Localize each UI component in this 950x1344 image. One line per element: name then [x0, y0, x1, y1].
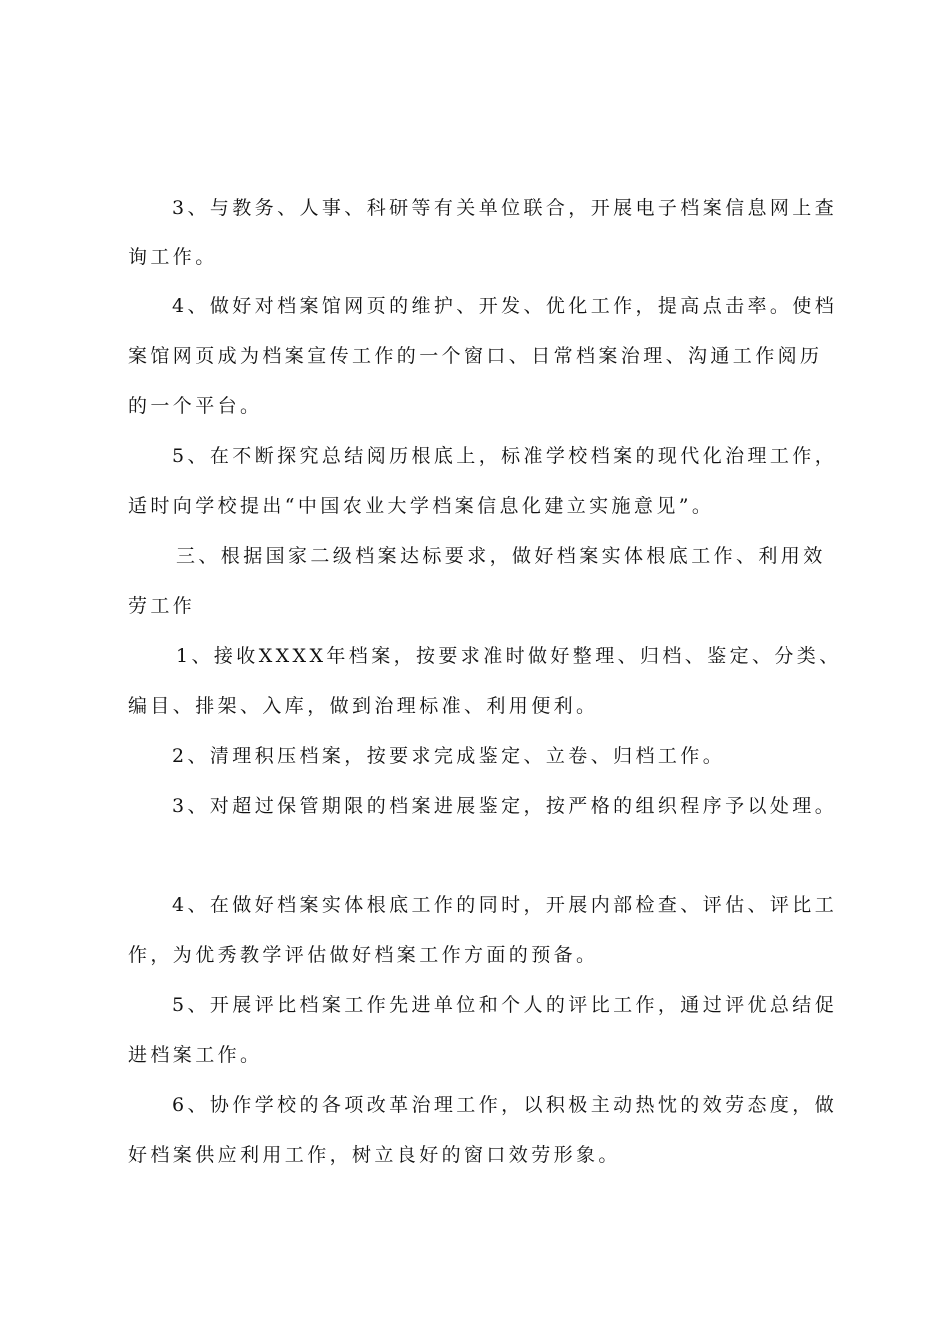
paragraph-3-line-1: 5、在不断探究总结阅历根底上，标准学校档案的现代化治理工作， [172, 445, 838, 467]
paragraph-2-line-2: 案馆网页成为档案宣传工作的一个窗口、日常档案治理、沟通工作阅历 [128, 345, 823, 367]
paragraph-10-line-2: 好档案供应利用工作，树立良好的窗口效劳形象。 [128, 1144, 621, 1166]
paragraph-2-line-3: 的一个平台。 [128, 395, 263, 417]
paragraph-2-line-1: 4、做好对档案馆网页的维护、开发、优化工作，提高点击率。使档 [172, 295, 838, 317]
section-heading-line-2: 劳工作 [128, 595, 196, 617]
paragraph-5-line-2: 编目、排架、入库，做到治理标准、利用便利。 [128, 695, 599, 717]
paragraph-8-line-2: 作，为优秀教学评估做好档案工作方面的预备。 [128, 944, 599, 966]
paragraph-3-line-2: 适时向学校提出“中国农业大学档案信息化建立实施意见”。 [128, 495, 715, 517]
paragraph-10-line-1: 6、协作学校的各项改革治理工作，以积极主动热忱的效劳态度，做 [172, 1094, 838, 1116]
paragraph-9-line-1: 5、开展评比档案工作先进单位和个人的评比工作，通过评优总结促 [172, 994, 838, 1016]
paragraph-6-line-1: 2、清理积压档案，按要求完成鉴定、立卷、归档工作。 [172, 745, 726, 767]
paragraph-9-line-2: 进档案工作。 [128, 1044, 263, 1066]
paragraph-1-line-1: 3、与教务、人事、科研等有关单位联合，开展电子档案信息网上查 [172, 197, 838, 219]
section-heading-line-1: 三、根据国家二级档案达标要求，做好档案实体根底工作、利用效 [176, 545, 826, 567]
paragraph-7-line-1: 3、对超过保管期限的档案进展鉴定，按严格的组织程序予以处理。 [172, 795, 838, 817]
paragraph-8-line-1: 4、在做好档案实体根底工作的同时，开展内部检查、评估、评比工 [172, 894, 838, 916]
paragraph-1-line-2: 询工作。 [128, 246, 218, 268]
paragraph-5-line-1: 1、接收XXXX年档案，按要求准时做好整理、归档、鉴定、分类、 [176, 645, 842, 667]
